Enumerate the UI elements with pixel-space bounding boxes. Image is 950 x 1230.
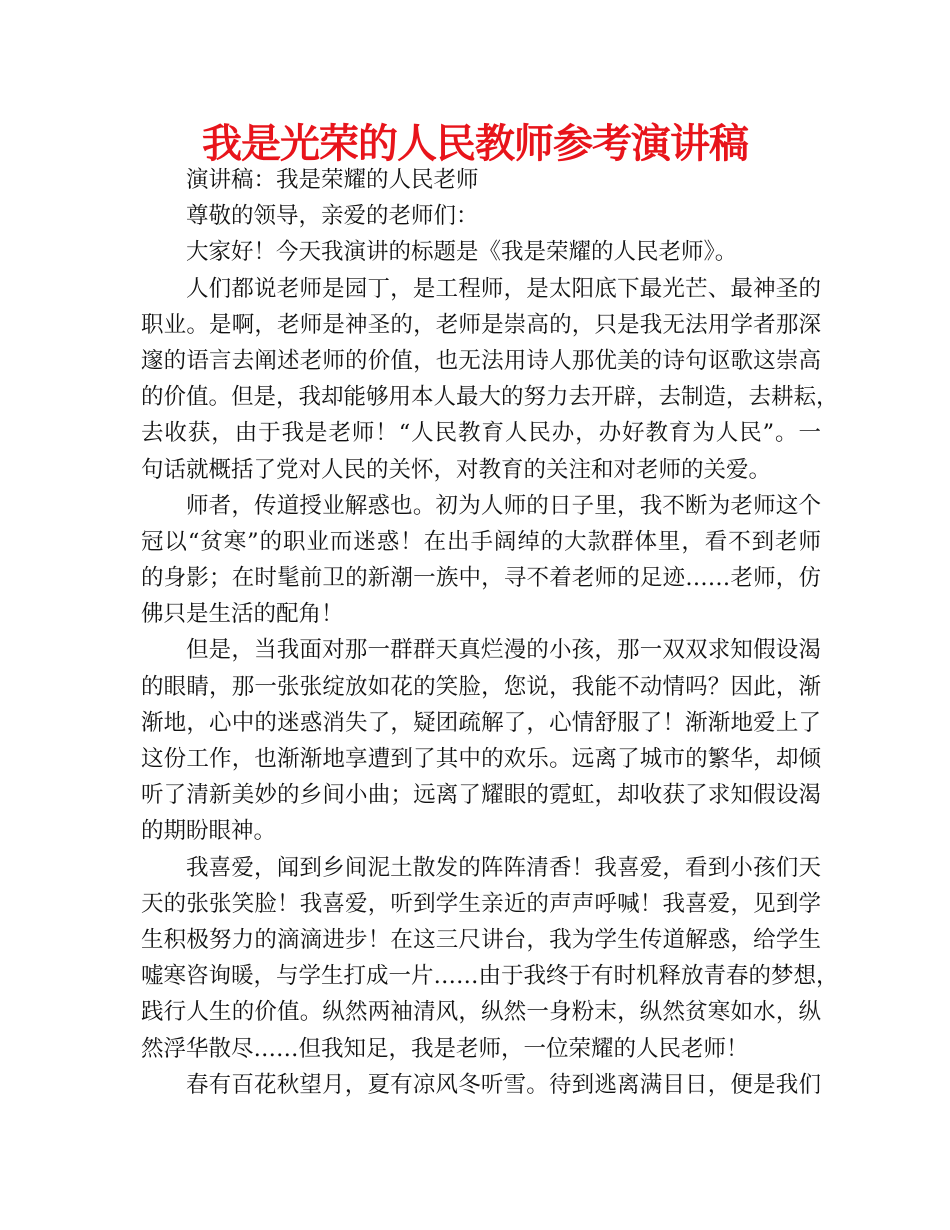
text-line: 但是，当我面对那一群群天真烂漫的小孩，那一双双求知假设渴 <box>186 637 821 664</box>
text-line: 职业。是啊，老师是神圣的，老师是崇高的，只是我无法用学者那深 <box>141 311 821 338</box>
text-line: 这份工作，也渐渐地享遭到了其中的欢乐。远离了城市的繁华，却倾 <box>141 746 821 772</box>
document-title: 我是光荣的人民教师参考演讲稿 <box>202 121 748 167</box>
text-line: 听了清新美妙的乡间小曲；远离了耀眼的霓虹，却收获了求知假设渴 <box>141 782 821 809</box>
text-line: 邃的语言去阐述老师的价值，也无法用诗人那优美的诗句讴歌这崇高 <box>141 347 821 374</box>
text-line: 师者，传道授业解惑也。初为人师的日子里，我不断为老师这个 <box>186 492 821 519</box>
text-line: 尊敬的领导，亲爱的老师们： <box>186 203 479 230</box>
text-line: 句话就概括了党对人民的关怀，对教育的关注和对老师的关爱。 <box>141 456 772 483</box>
text-line: 的期盼眼神。 <box>141 818 277 845</box>
text-line: 的身影；在时髦前卫的新潮一族中，寻不着老师的足迹……老师，仿 <box>141 565 821 592</box>
text-line: 佛只是生活的配角！ <box>141 601 344 628</box>
document-body <box>141 162 839 1103</box>
text-line: 人们都说老师是园丁，是工程师，是太阳底下最光芒、最神圣的 <box>186 275 821 302</box>
text-line: 大家好！今天我演讲的标题是《我是荣耀的人民老师》。 <box>186 239 738 266</box>
text-line: 然浮华散尽……但我知足，我是老师，一位荣耀的人民老师！ <box>141 1035 749 1062</box>
text-line: 春有百花秋望月，夏有凉风冬听雪。待到逃离满目日，便是我们 <box>186 1071 821 1098</box>
text-line: 渐地，心中的迷惑消失了，疑团疏解了，心情舒服了！渐渐地爱上了 <box>141 709 821 736</box>
text-line: 嘘寒咨询暖，与学生打成一片……由于我终于有时机释放青春的梦想， <box>141 963 839 990</box>
text-line: 去收获，由于我是老师！“人民教育人民办，办好教育为人民”。一 <box>141 420 821 447</box>
text-line: 冠以“贫寒”的职业而迷惑！在出手阔绰的大款群体里，看不到老师 <box>141 528 821 555</box>
text-line: 演讲稿：我是荣耀的人民老师 <box>186 167 479 193</box>
text-line: 生积极努力的滴滴进步！在这三尺讲台，我为学生传道解惑，给学生 <box>141 926 821 953</box>
text-line: 践行人生的价值。纵然两袖清风，纵然一身粉末，纵然贫寒如水，纵 <box>141 999 821 1026</box>
text-line: 我喜爱，闻到乡间泥土散发的阵阵清香！我喜爱，看到小孩们天 <box>186 854 821 881</box>
text-line: 天的张张笑脸！我喜爱，听到学生亲近的声声呼喊！我喜爱，见到学 <box>141 890 821 917</box>
text-line: 的眼睛，那一张张绽放如花的笑脸，您说，我能不动情吗？因此，渐 <box>141 673 821 700</box>
text-line: 的价值。但是，我却能够用本人最大的努力去开辟，去制造，去耕耘， <box>141 384 839 411</box>
